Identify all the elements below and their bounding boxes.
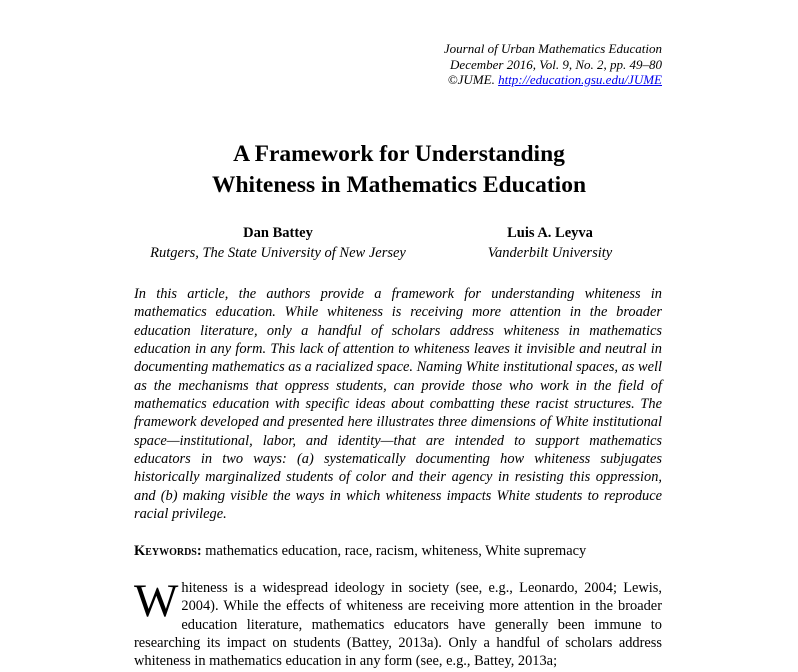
body-text: hiteness is a widespread ideology in society (see, e.g., Leonardo, 2004; Lewis, 2004). While the effects of whiteness are receiving more attention in the broader education literature, mathematics educators have generally been immune to researching its impact on students (Battey, 2013a). Only a handful of scholars address whiteness in mathematics education in any form (see, e.g., Battey, 2013a; xyxy=(134,580,662,670)
author-affiliation: Rutgers, The State University of New Jersey xyxy=(150,245,406,261)
author-affiliation: Vanderbilt University xyxy=(487,245,613,261)
author-name: Dan Battey xyxy=(243,225,313,241)
author-name: Luis A. Leyva xyxy=(507,225,593,241)
paper-title xyxy=(0,139,798,201)
keywords-label: Keywords: xyxy=(134,543,202,559)
journal-copyright-line xyxy=(444,72,662,88)
keywords xyxy=(134,542,662,560)
author-block-1 xyxy=(128,223,428,263)
journal-issue: December 2016, Vol. 9, No. 2, pp. 49–80 xyxy=(450,56,662,72)
abstract: In this article, the authors provide a framework for understanding whiteness in mathematics education. While whiteness is receiving more attention in the broader education literature, only a handful of scholars address whiteness in mathematics education in any form. This lack of attention to whiteness leaves it invisible and neutral in documenting mathematics as a racialized space. Naming White institutional spaces, as well as the mechanisms that oppress students, can provide those who work in the field of mathematics education with specific ideas about combatting these racist structures. The framework developed and presented here illustrates three dimensions of White institutional space—institutional, labor, and identity—that are intended to support mathematics educators in two ways: (a) systematically documenting how whiteness subjugates historically marginalized students of color and their agency in resisting this oppression, and (b) making visible the ways in which whiteness impacts White students to reproduce racial privilege. xyxy=(134,286,663,523)
journal-link[interactable]: http://education.gsu.edu/JUME xyxy=(498,72,662,87)
drop-cap: W xyxy=(134,575,179,627)
journal-header xyxy=(444,41,662,88)
title-line-1: A Framework for Understanding xyxy=(233,141,565,167)
keywords-text: mathematics education, race, racism, whiteness, White supremacy xyxy=(205,543,587,559)
author-block-2 xyxy=(460,223,640,263)
title-line-2: Whiteness in Mathematics Education xyxy=(211,172,587,198)
journal-name: Journal of Urban Mathematics Education xyxy=(443,41,662,56)
body-paragraph xyxy=(134,575,662,671)
copyright-text: ©JUME. xyxy=(447,72,495,87)
